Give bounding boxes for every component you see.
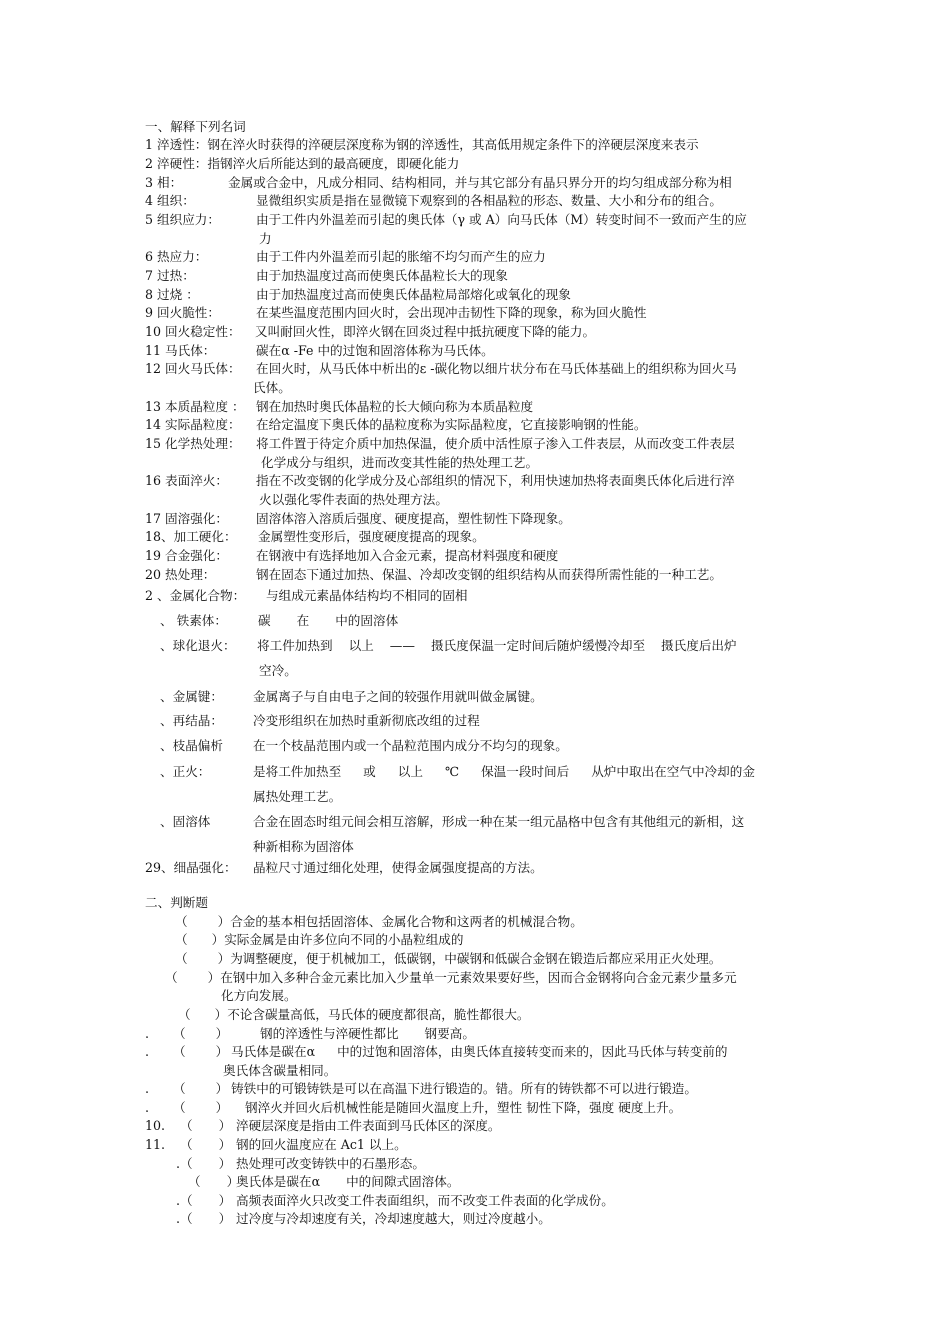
definition-row [145, 399, 533, 417]
statement: 实际金属是由许多位向不同的小晶粒组成的 [224, 932, 464, 947]
term: 、球化退火： [160, 638, 236, 653]
statement: 钢的回火温度应在 Ac1 以上。 [236, 1137, 407, 1152]
item-number: . [175, 1156, 180, 1171]
statement: 奥氏体是碳在α 中的间隙式固溶体。 [236, 1174, 460, 1189]
answer-blank: （ ） [178, 1007, 228, 1022]
definition-row [145, 436, 735, 454]
term: 1 淬透性： [145, 137, 208, 152]
section1-heading: 一、解释下列名词 [145, 119, 246, 134]
answer-blank: （ ） [173, 1026, 229, 1041]
definition: 指钢淬火后所能达到的最高硬度，即硬化能力 [207, 156, 460, 171]
statement: 为调整硬度，便于机械加工，低碳钢，中碳钢和低碳合金钢在锻造后都应采用正火处理。 [230, 951, 722, 966]
statement: 铸铁中的可锻铸铁是可以在高温下进行锻造的。错。所有的铸铁都不可以进行锻造。 [231, 1081, 697, 1096]
judgment-item [145, 1156, 425, 1174]
definition-continuation: 氏体。 [253, 380, 291, 395]
definition: 金属离子与自由电子之间的较强作用就叫做金属键。 [253, 689, 543, 704]
term: 7 过热： [145, 268, 195, 283]
answer-blank: （ ） [180, 1118, 232, 1133]
definition: 将工件加热到 以上 —— 摄氏度保温一定时间后随炉缓慢冷却至 摄氏度后出炉 [257, 638, 737, 653]
definition-continuation: 火以强化零件表面的热处理方法。 [259, 492, 448, 507]
definition: 是将工件加热至 或 以上 ℃ 保温一段时间后 从炉中取出在空气中冷却的金 [253, 764, 755, 779]
answer-blank: （ ） [188, 1174, 240, 1189]
term: 19 合金强化： [145, 548, 228, 563]
answer-blank: （ ） [173, 1044, 229, 1059]
statement: 过冷度与冷却速度有关，冷却速度越大，则过冷度越小。 [236, 1211, 551, 1226]
section2-heading: 二、判断题 [145, 895, 208, 910]
definition: 由于加热温度过高而使奥氏体晶粒长大的现象 [256, 268, 508, 283]
term: 、再结晶： [160, 713, 223, 728]
definition-row [160, 713, 480, 731]
definition-row [145, 417, 646, 435]
definition: 由于工件内外温差而引起的奥氏体（γ 或 A）向马氏体（M）转变时间不一致而产生的应 [256, 212, 747, 227]
definition-row [145, 860, 543, 878]
definition-row [160, 814, 744, 832]
term: 5 组织应力： [145, 212, 220, 227]
item-number: 11. [145, 1137, 166, 1152]
definition-row [145, 268, 508, 286]
answer-blank: （ ） [165, 970, 221, 985]
statement: 马氏体是碳在α 中的过饱和固溶体，由奥氏体直接转变而来的，因此马氏体与转变前的 [231, 1044, 728, 1059]
term: 16 表面淬火： [145, 473, 228, 488]
term: 15 化学热处理： [145, 436, 241, 451]
term: 、 铁素体： [160, 613, 227, 628]
definition: 金属或合金中，凡成分相同、结构相同，并与其它部分有晶只界分开的均匀组成部分称为相 [228, 175, 732, 190]
term: 18、加工硬化： [145, 529, 237, 544]
definition-row [160, 613, 398, 631]
definition: 由于加热温度过高而使奥氏体晶粒局部熔化或氧化的现象 [256, 287, 571, 302]
judgment-item [145, 1137, 407, 1155]
term: 29、细晶强化： [145, 860, 237, 875]
judgment-item [145, 1211, 551, 1229]
definition: 固溶体溶入溶质后强度、硬度提高，塑性韧性下降现象。 [256, 511, 571, 526]
item-number: . [175, 1211, 180, 1226]
definition-row [160, 764, 755, 782]
term: 2 、金属化合物： [145, 588, 246, 603]
statement-continuation: 奥氏体含碳量相同。 [223, 1063, 337, 1078]
answer-blank: （ ） [175, 932, 225, 947]
definition: 在钢液中有选择地加入合金元素，提高材料强度和硬度 [256, 548, 559, 563]
definition: 显微组织实质是指在显微镜下观察到的各相晶粒的形态、数量、大小和分布的组合。 [256, 193, 722, 208]
statement: 高频表面淬火只改变工件表面组织，而不改变工件表面的化学成份。 [236, 1193, 614, 1208]
answer-blank: （ ） [175, 951, 231, 966]
statement: 淬硬层深度是指由工件表面到马氏体区的深度。 [236, 1118, 501, 1133]
definition-continuation: 化学成分与组织，进而改变其性能的热处理工艺。 [261, 455, 539, 470]
item-number: . [145, 1026, 150, 1041]
term: 6 热应力： [145, 249, 208, 264]
definition-row [160, 738, 568, 756]
definition-row [145, 287, 571, 305]
judgment-item [145, 1007, 529, 1025]
term: 、金属键： [160, 689, 223, 704]
answer-blank: （ ） [173, 1100, 229, 1115]
definition: 金属塑性变形后，强度硬度提高的现象。 [258, 529, 485, 544]
term: 10 回火稳定性： [145, 324, 241, 339]
answer-blank: （ ） [180, 1156, 232, 1171]
judgment-item [145, 1044, 727, 1062]
definition-continuation: 力 [259, 231, 272, 246]
item-number: . [145, 1044, 150, 1059]
item-number: . [175, 1193, 180, 1208]
definition-row [145, 212, 747, 230]
definition: 合金在固态时组元间会相互溶解，形成一种在某一组元晶格中包含有其他组元的新相，这 [253, 814, 745, 829]
statement: 合金的基本相包括固溶体、金属化合物和这两者的机械混合物。 [230, 914, 583, 929]
definition-row [145, 249, 546, 267]
definition-continuation: 种新相称为固溶体 [253, 839, 354, 854]
definition-row [145, 137, 699, 155]
definition: 钢在固态下通过加热、保温、冷却改变钢的组织结构从而获得所需性能的一种工艺。 [256, 567, 722, 582]
term: 20 热处理： [145, 567, 216, 582]
term: 、正火： [160, 764, 211, 779]
term: 3 相： [145, 175, 183, 190]
definition-row [160, 689, 543, 707]
judgment-item [145, 1193, 614, 1211]
term: 14 实际晶粒度： [145, 417, 241, 432]
judgment-item [145, 1100, 681, 1118]
definition: 钢在淬火时获得的淬硬层深度称为钢的淬透性，其高低用规定条件下的淬硬层深度来表示 [207, 137, 699, 152]
term: 、固溶体 [160, 814, 211, 829]
definition: 钢在加热时奥氏体晶粒的长大倾向称为本质晶粒度 [256, 399, 534, 414]
judgment-item [145, 1174, 459, 1192]
term: 13 本质晶粒度 ： [145, 399, 245, 414]
term: 、枝晶偏析 [160, 738, 223, 753]
judgment-item [145, 970, 737, 988]
definition: 将工件置于待定介质中加热保温，使介质中活性原子渗入工件表层，从而改变工件表层 [256, 436, 735, 451]
definition: 碳 在 中的固溶体 [258, 613, 399, 628]
definition: 碳在α -Fe 中的过饱和固溶体称为马氏体。 [256, 343, 494, 358]
statement: 不论含碳量高低，马氏体的硬度都很高，脆性都很大。 [227, 1007, 530, 1022]
definition: 晶粒尺寸通过细化处理，使得金属强度提高的方法。 [253, 860, 543, 875]
statement: 在钢中加入多种合金元素比加入少量单一元素效果要好些，因而合金钢将向合金元素少量多元 [220, 970, 737, 985]
term: 9 回火脆性： [145, 305, 220, 320]
definition: 与组成元素晶体结构均不相同的固相 [266, 588, 468, 603]
definition: 在一个枝晶范围内或一个晶粒范围内成分不均匀的现象。 [253, 738, 568, 753]
definition-row [145, 511, 571, 529]
term: 4 组织： [145, 193, 195, 208]
definition-row [160, 638, 737, 656]
judgment-item [145, 1081, 697, 1099]
definition-row [145, 175, 732, 193]
answer-blank: （ ） [180, 1137, 232, 1152]
answer-blank: （ ） [180, 1193, 232, 1208]
definition: 在给定温度下奥氏体的晶粒度称为实际晶粒度，它直接影响钢的性能。 [256, 417, 647, 432]
definition-row [145, 193, 722, 211]
item-number: . [145, 1100, 150, 1115]
definition: 在某些温度范围内回火时，会出现冲击韧性下降的现象，称为回火脆性 [256, 305, 647, 320]
definition: 指在不改变钢的化学成分及心部组织的情况下，利用快速加热将表面奥氏体化后进行淬 [256, 473, 735, 488]
definition-row [145, 473, 735, 491]
definition: 冷变形组织在加热时重新彻底改组的过程 [253, 713, 480, 728]
definition-continuation: 空冷。 [259, 663, 297, 678]
term: 12 回火马氏体： [145, 361, 241, 376]
answer-blank: （ ） [180, 1211, 232, 1226]
answer-blank: （ ） [173, 1081, 229, 1096]
definition-row [145, 343, 494, 361]
definition-row [145, 588, 468, 606]
definition-row [145, 324, 595, 342]
definition-row [145, 529, 485, 547]
statement-continuation: 化方向发展。 [221, 988, 297, 1003]
definition-row [145, 305, 646, 323]
judgment-item [145, 1026, 475, 1044]
term: 17 固溶强化： [145, 511, 228, 526]
statement: 钢的淬透性与淬硬性都比 钢要高。 [260, 1026, 475, 1041]
term: 8 过烧 ： [145, 287, 199, 302]
judgment-item [145, 932, 463, 950]
definition-row [145, 567, 722, 585]
definition: 由于工件内外温差而引起的胀缩不均匀而产生的应力 [256, 249, 546, 264]
answer-blank: （ ） [175, 914, 231, 929]
judgment-item [145, 1118, 500, 1136]
definition-continuation: 属热处理工艺。 [253, 789, 342, 804]
item-number: . [145, 1081, 150, 1096]
definition-row [145, 156, 459, 174]
definition: 又叫耐回火性，即淬火钢在回炎过程中抵抗硬度下降的能力。 [255, 324, 596, 339]
definition: 在回火时，从马氏体中析出的ε -碳化物以细片状分布在马氏体基础上的组织称为回火马 [256, 361, 737, 376]
judgment-item [145, 914, 583, 932]
term: 2 淬硬性： [145, 156, 208, 171]
item-number: 10. [145, 1118, 166, 1133]
term: 11 马氏体： [145, 343, 216, 358]
judgment-item [145, 951, 721, 969]
statement: 钢淬火并回火后机械性能是随回火温度上升，塑性 韧性下降，强度 硬度上升。 [245, 1100, 682, 1115]
statement: 热处理可改变铸铁中的石墨形态。 [236, 1156, 425, 1171]
definition-row [145, 548, 558, 566]
definition-row [145, 361, 737, 379]
